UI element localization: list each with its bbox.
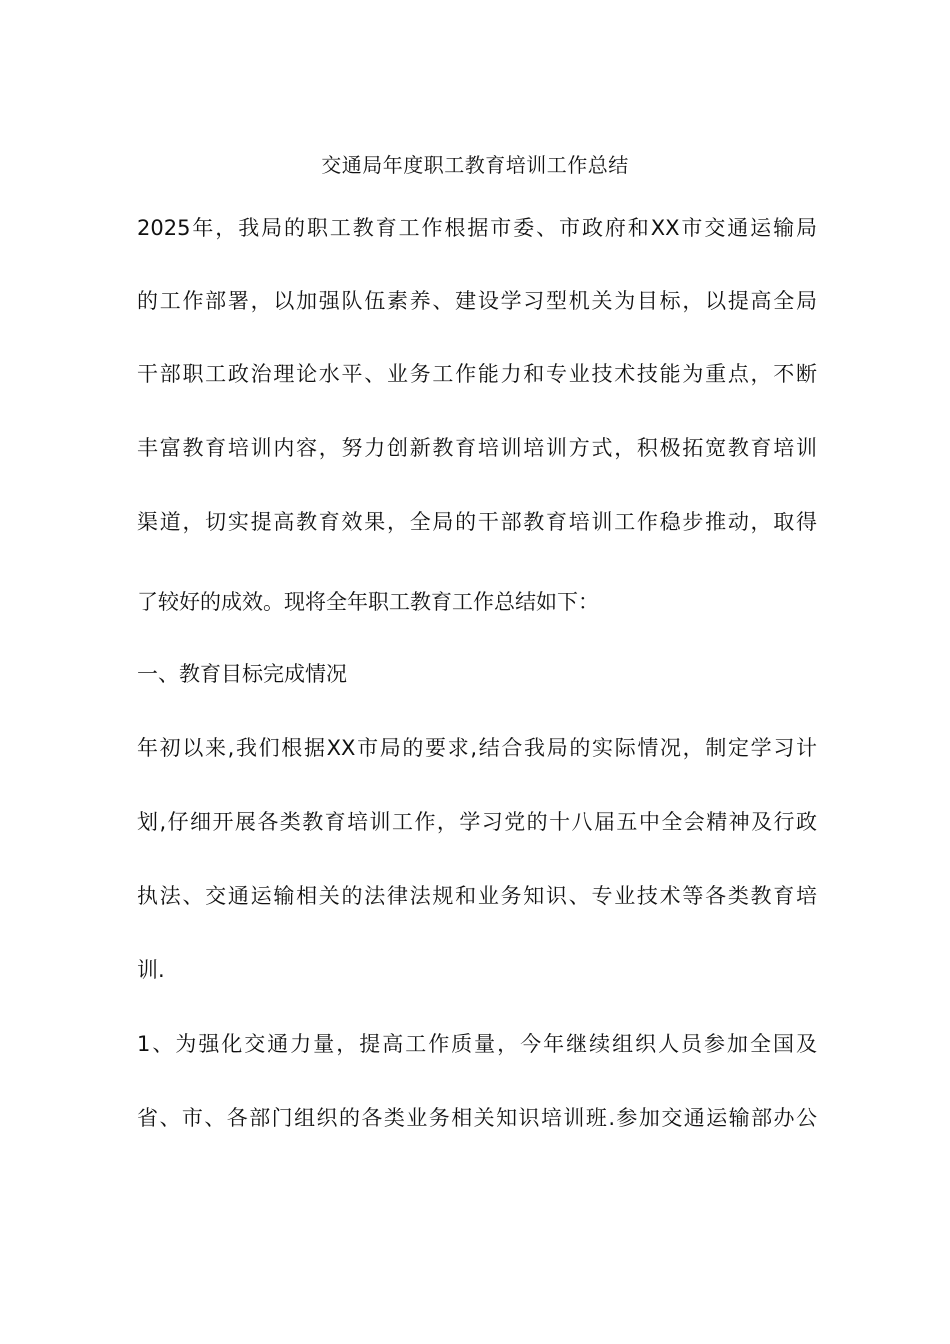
paragraph-line: 1、为强化交通力量，提高工作质量，今年继续组织人员参加全国及	[137, 1032, 817, 1056]
paragraph-line: 执法、交通运输相关的法律法规和业务知识、专业技术等各类教育培	[137, 884, 817, 908]
paragraph-line: 渠道，切实提高教育效果，全局的干部教育培训工作稳步推动，取得	[137, 510, 817, 534]
paragraph-line: 年初以来,我们根据XX市局的要求,结合我局的实际情况，制定学习计	[137, 736, 817, 760]
paragraph-line: 训.	[137, 958, 165, 982]
paragraph-line: 2025年，我局的职工教育工作根据市委、市政府和XX市交通运输局	[137, 216, 817, 240]
section-heading: 一、教育目标完成情况	[137, 662, 347, 686]
paragraph-line: 了较好的成效。现将全年职工教育工作总结如下：	[137, 590, 599, 614]
paragraph-line: 划,仔细开展各类教育培训工作，学习党的十八届五中全会精神及行政	[137, 810, 817, 834]
document-title: 交通局年度职工教育培训工作总结	[321, 153, 629, 177]
paragraph-line: 省、市、各部门组织的各类业务相关知识培训班.参加交通运输部办公	[137, 1106, 817, 1130]
paragraph-line: 干部职工政治理论水平、业务工作能力和专业技术技能为重点，不断	[137, 362, 817, 386]
paragraph-line: 的工作部署，以加强队伍素养、建设学习型机关为目标，以提高全局	[137, 289, 817, 313]
paragraph-line: 丰富教育培训内容，努力创新教育培训培训方式，积极拓宽教育培训	[137, 436, 817, 460]
